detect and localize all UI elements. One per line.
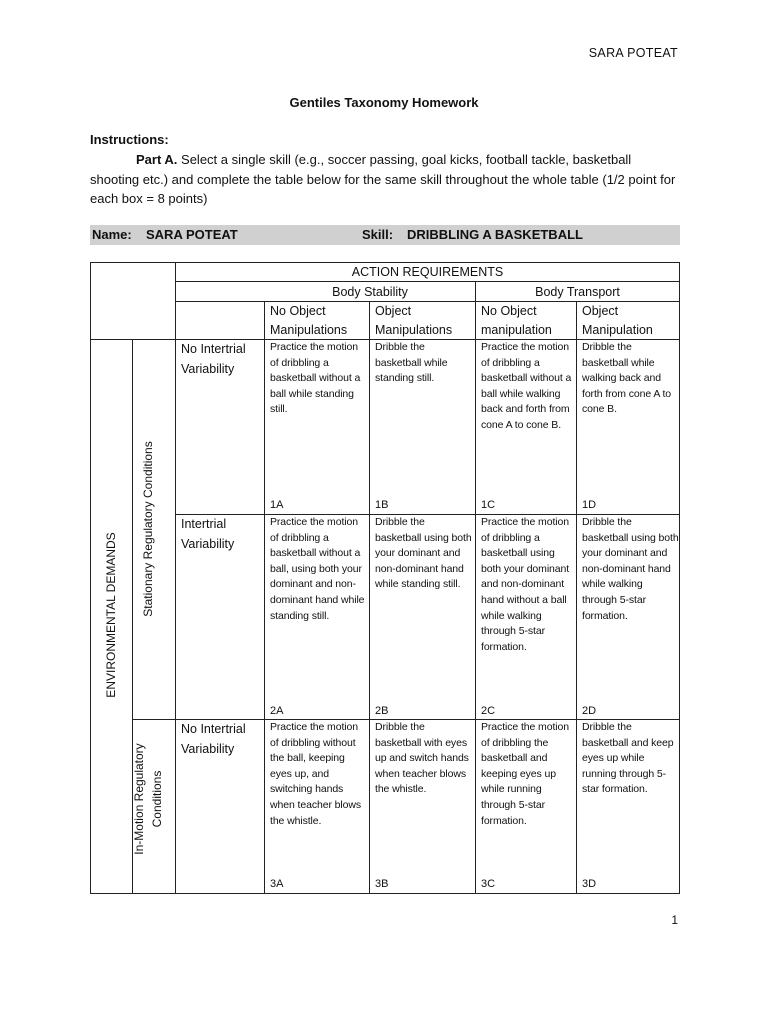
cell-3c: Practice the motion of dribbling the basketball and keeping eyes up while running through 5-star formation. <box>481 721 569 827</box>
code-1c: 1C <box>481 499 496 511</box>
table-border-right <box>679 262 680 894</box>
cell-1b: Dribble the basketball while standing still. <box>375 341 448 385</box>
skill-value: DRIBBLING A BASKETBALL <box>407 227 583 242</box>
cell-3a: Practice the motion of dribbling without the ball, keeping eyes up, and switching hands when teacher blows the whistle. <box>270 721 362 827</box>
column-header-4: Object Manipulation <box>582 304 653 337</box>
name-skill-bar <box>90 225 680 245</box>
row-label-3: No Intertrial Variability <box>181 722 246 756</box>
table-border-top <box>90 262 680 263</box>
code-3c: 3C <box>481 878 496 890</box>
code-1a: 1A <box>270 499 284 511</box>
page-number: 1 <box>671 913 678 927</box>
row-label-1: No Intertrial Variability <box>181 342 246 376</box>
cell-2a: Practice the motion of dribbling a basketball without a ball, using both your dominant and non-dominant hand while standing still. <box>270 516 365 622</box>
code-2d: 2D <box>582 705 597 717</box>
name-value: SARA POTEAT <box>146 227 238 242</box>
name-label: Name: <box>92 227 132 242</box>
body-stability-header: Body Stability <box>332 285 408 299</box>
column-header-1: No Object Manipulations <box>270 304 348 337</box>
column-header-3: No Object manipulation <box>481 304 552 337</box>
column-header-2: Object Manipulations <box>375 304 453 337</box>
cell-2d: Dribble the basketball using both your dominant and non-dominant hand while walking through 5-star formation. <box>582 516 679 622</box>
grid-line <box>264 301 265 894</box>
cell-2c: Practice the motion of dribbling a basketball using both your dominant and non-dominant hand without a ball while walking through 5-star formation. <box>481 516 570 653</box>
part-text: Select a single skill (e.g., soccer passing, goal kicks, football tackle, basketball shooting etc.) and complete the table below for the same skill throughout the whole table (1/2 point for each box = 8 points) <box>90 152 676 206</box>
document-title: Gentiles Taxonomy Homework <box>289 95 479 110</box>
cell-3d: Dribble the basketball and keep eyes up while running through 5-star formation. <box>582 721 674 796</box>
instructions-label: Instructions: <box>90 132 169 147</box>
grid-line <box>175 262 176 894</box>
instructions-paragraph <box>90 150 680 209</box>
code-3d: 3D <box>582 878 597 890</box>
skill-label: Skill: <box>362 227 394 242</box>
in-motion-label-line-2: Conditions <box>150 770 164 828</box>
code-1b: 1B <box>375 499 389 511</box>
part-label: Part A. <box>136 152 178 167</box>
grid-line <box>475 281 476 894</box>
header-author-name: SARA POTEAT <box>588 46 678 60</box>
row-label-2: Intertrial Variability <box>181 517 235 551</box>
cell-3b: Dribble the basketball with eyes up and switch hands when teacher blows the whistle. <box>375 721 469 796</box>
code-3a: 3A <box>270 878 284 890</box>
in-motion-conditions-label <box>130 730 166 868</box>
code-1d: 1D <box>582 499 597 511</box>
table-border-left <box>90 262 91 894</box>
cell-2b: Dribble the basketball using both your dominant and non-dominant hand while standing still. <box>375 516 472 591</box>
code-3b: 3B <box>375 878 389 890</box>
action-requirements-header: ACTION REQUIREMENTS <box>351 265 504 279</box>
grid-line <box>576 301 577 894</box>
table-border-bottom <box>90 893 680 894</box>
environmental-demands-label: ENVIRONMENTAL DEMANDS <box>104 532 118 698</box>
code-2c: 2C <box>481 705 496 717</box>
body-transport-header: Body Transport <box>535 285 620 299</box>
stationary-conditions-label: Stationary Regulatory Conditions <box>141 441 155 617</box>
grid-line <box>175 281 680 282</box>
in-motion-label-line-1: In-Motion Regulatory <box>132 743 146 855</box>
cell-1c: Practice the motion of dribbling a basketball without a ball while walking back and forth from cone A to cone B. <box>481 341 572 431</box>
grid-line <box>369 301 370 894</box>
code-2b: 2B <box>375 705 389 717</box>
cell-1d: Dribble the basketball while walking back and forth from cone A to cone B. <box>582 341 672 416</box>
cell-1a: Practice the motion of dribbling a basketball without a ball while standing still. <box>270 341 361 416</box>
code-2a: 2A <box>270 705 284 717</box>
